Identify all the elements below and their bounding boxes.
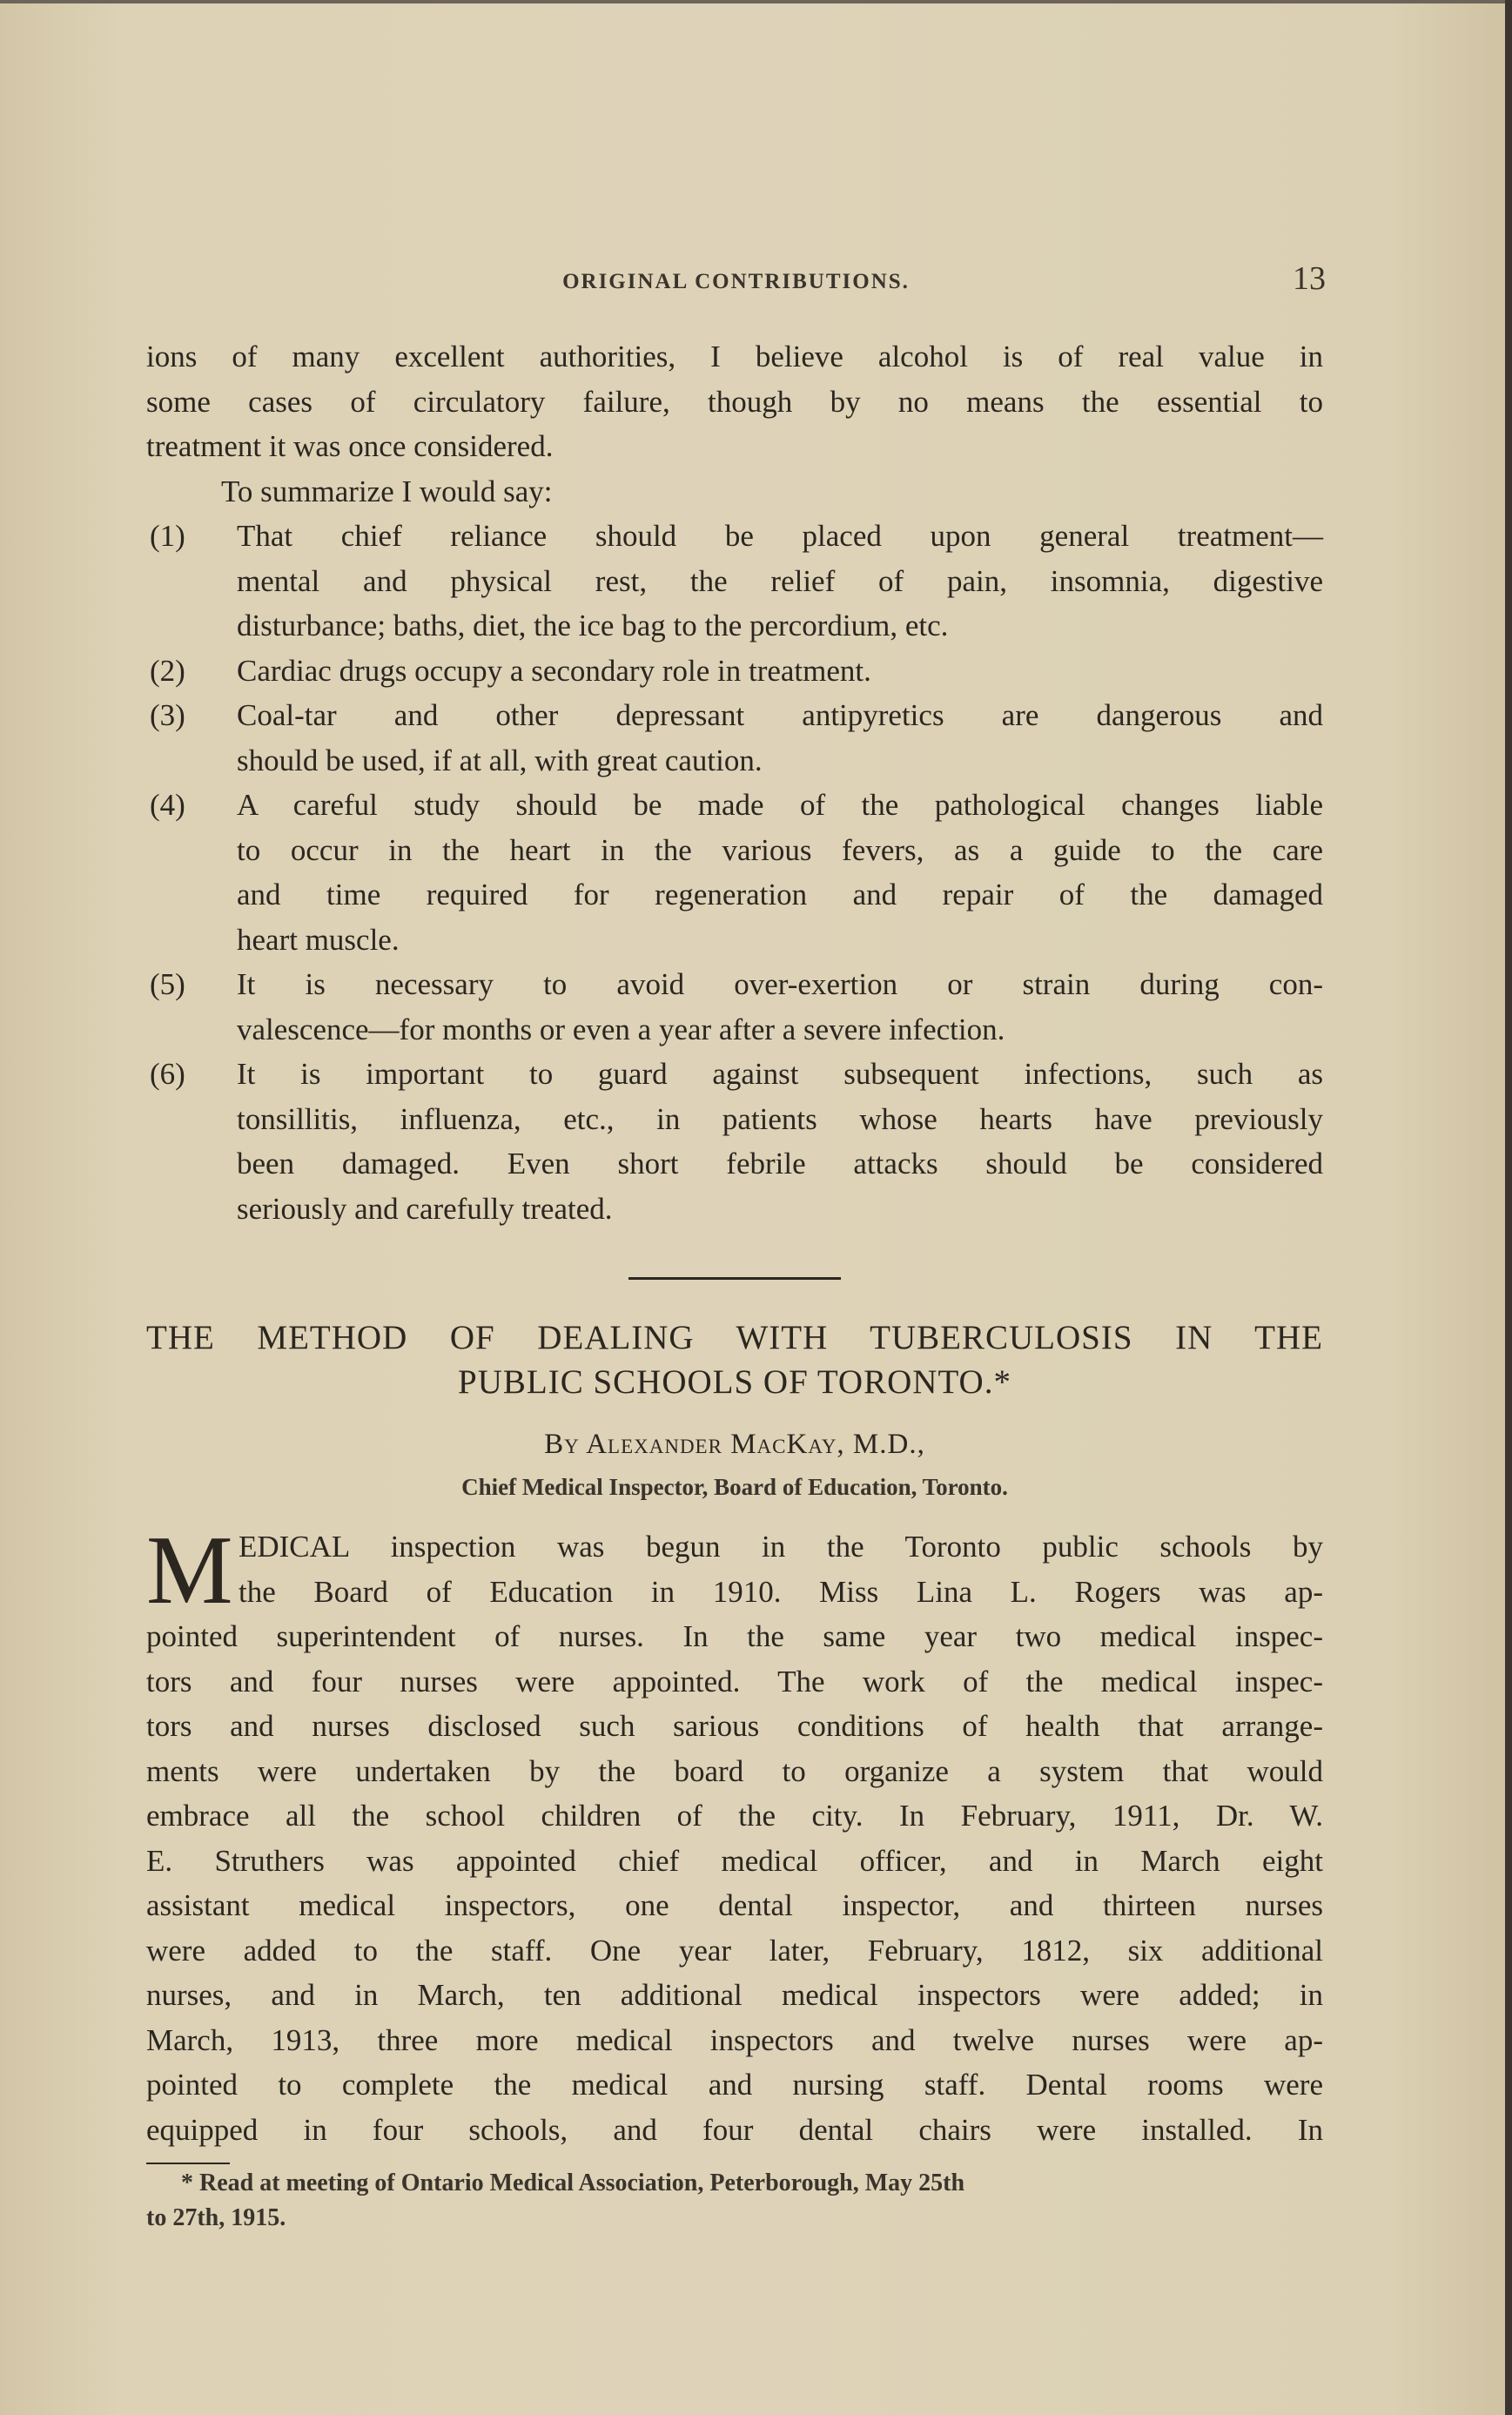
text-line: tors and four nurses were appointed. The work of the medical inspec-: [146, 1664, 1323, 1699]
text-line: tonsillitis, influenza, etc., in patients whose hearts have previously: [237, 1101, 1323, 1136]
text-line: mental and physical rest, the relief of pain, insomnia, digestive: [237, 563, 1323, 598]
text-line: treatment it was once considered.: [146, 429, 554, 463]
text-line: disturbance; baths, diet, the ice bag to the percordium, etc.: [237, 609, 949, 642]
summary-intro: To summarize I would say:: [221, 474, 553, 508]
list-item-number: (3): [150, 698, 185, 732]
text-line: pointed to complete the medical and nursing staff. Dental rooms were: [146, 2068, 1323, 2102]
text-line: heart muscle.: [237, 922, 400, 957]
text-line: were added to the staff. One year later, February, 1812, six additional: [146, 1933, 1323, 1968]
author-affiliation: Chief Medical Inspector, Board of Education, Toronto.: [461, 1474, 1008, 1500]
page-number: 13: [1293, 260, 1326, 297]
list-item: [146, 783, 1323, 962]
page-header: [146, 259, 1326, 303]
list-item: [146, 514, 1323, 649]
text-line: EDICAL inspection was begun in the Toronto public schools by: [239, 1530, 1323, 1564]
text-line: Coal-tar and other depressant antipyretics are dangerous and: [237, 698, 1323, 732]
footnote-rule: [146, 2163, 230, 2164]
text-line: assistant medical inspectors, one dental inspector, and thirteen nurses: [146, 1888, 1323, 1922]
text-line: nurses, and in March, ten additional medical inspectors were added; in: [146, 1978, 1323, 2012]
text-line: tors and nurses disclosed such sarious conditions of health that arrange-: [146, 1709, 1323, 1743]
list-item-number: (2): [150, 653, 185, 688]
list-item-number: (5): [150, 967, 185, 1001]
running-head: ORIGINAL CONTRIBUTIONS.: [562, 270, 910, 293]
text-line: been damaged. Even short febrile attacks should be considered: [237, 1147, 1323, 1181]
article-title: [146, 1315, 1323, 1404]
text-line: ions of many excellent authorities, I believe alcohol is of real value in: [146, 340, 1323, 373]
text-line: A careful study should be made of the pathological changes liable: [237, 788, 1323, 822]
text-line: should be used, if at all, with great caution.: [237, 743, 763, 777]
text-line: That chief reliance should be placed upon general treatment—: [237, 519, 1323, 553]
text-line: It is important to guard against subsequent infections, such as: [237, 1057, 1323, 1091]
drop-cap: M: [146, 1517, 233, 1625]
text-line: Cardiac drugs occupy a secondary role in treatment.: [237, 653, 871, 688]
list-item: [146, 962, 1323, 1052]
list-item: [146, 1052, 1323, 1231]
article-body: [146, 1517, 1323, 2152]
text-line: the Board of Education in 1910. Miss Lina L. Rogers was ap-: [239, 1574, 1323, 1609]
text-line: some cases of circulatory failure, though by no means the essential to: [146, 384, 1323, 419]
list-item-number: (4): [150, 788, 185, 822]
footnote-line: * Read at meeting of Ontario Medical Association, Peterborough, May 25th: [181, 2169, 965, 2196]
footnote: [146, 2166, 1323, 2236]
list-item-number: (1): [150, 519, 185, 553]
text-line: It is necessary to avoid over-exertion or strain during con-: [237, 967, 1323, 1001]
text-line: equipped in four schools, and four dental chairs were installed. In: [146, 2112, 1323, 2147]
previous-article-conclusion: [146, 334, 1323, 1231]
title-line: PUBLIC SCHOOLS OF TORONTO.*: [458, 1363, 1011, 1401]
text-line: E. Struthers was appointed chief medical officer, and in March eight: [146, 1843, 1323, 1878]
text-line: to occur in the heart in the various fevers, as a guide to the care: [237, 832, 1323, 867]
text-line: pointed superintendent of nurses. In the same year two medical inspec-: [146, 1619, 1323, 1653]
list-item: [146, 649, 1323, 694]
text-line: embrace all the school children of the city. In February, 1911, Dr. W.: [146, 1799, 1323, 1833]
list-item: [146, 693, 1323, 783]
text-line: March, 1913, three more medical inspectors and twelve nurses were ap-: [146, 2022, 1323, 2057]
section-divider: [628, 1277, 841, 1280]
author-byline: By Alexander MacKay, M.D.,: [544, 1429, 925, 1460]
text-line: seriously and carefully treated.: [237, 1191, 613, 1226]
text-line: ments were undertaken by the board to organize a system that would: [146, 1753, 1323, 1788]
summary-list: [146, 514, 1323, 1231]
text-line: valescence—for months or even a year after a severe infection.: [237, 1012, 1005, 1046]
text-line: and time required for regeneration and repair of the damaged: [237, 878, 1323, 912]
list-item-number: (6): [150, 1057, 185, 1091]
footnote-line: to 27th, 1915.: [146, 2204, 286, 2231]
title-line: THE METHOD OF DEALING WITH TUBERCULOSIS IN THE: [146, 1319, 1323, 1356]
